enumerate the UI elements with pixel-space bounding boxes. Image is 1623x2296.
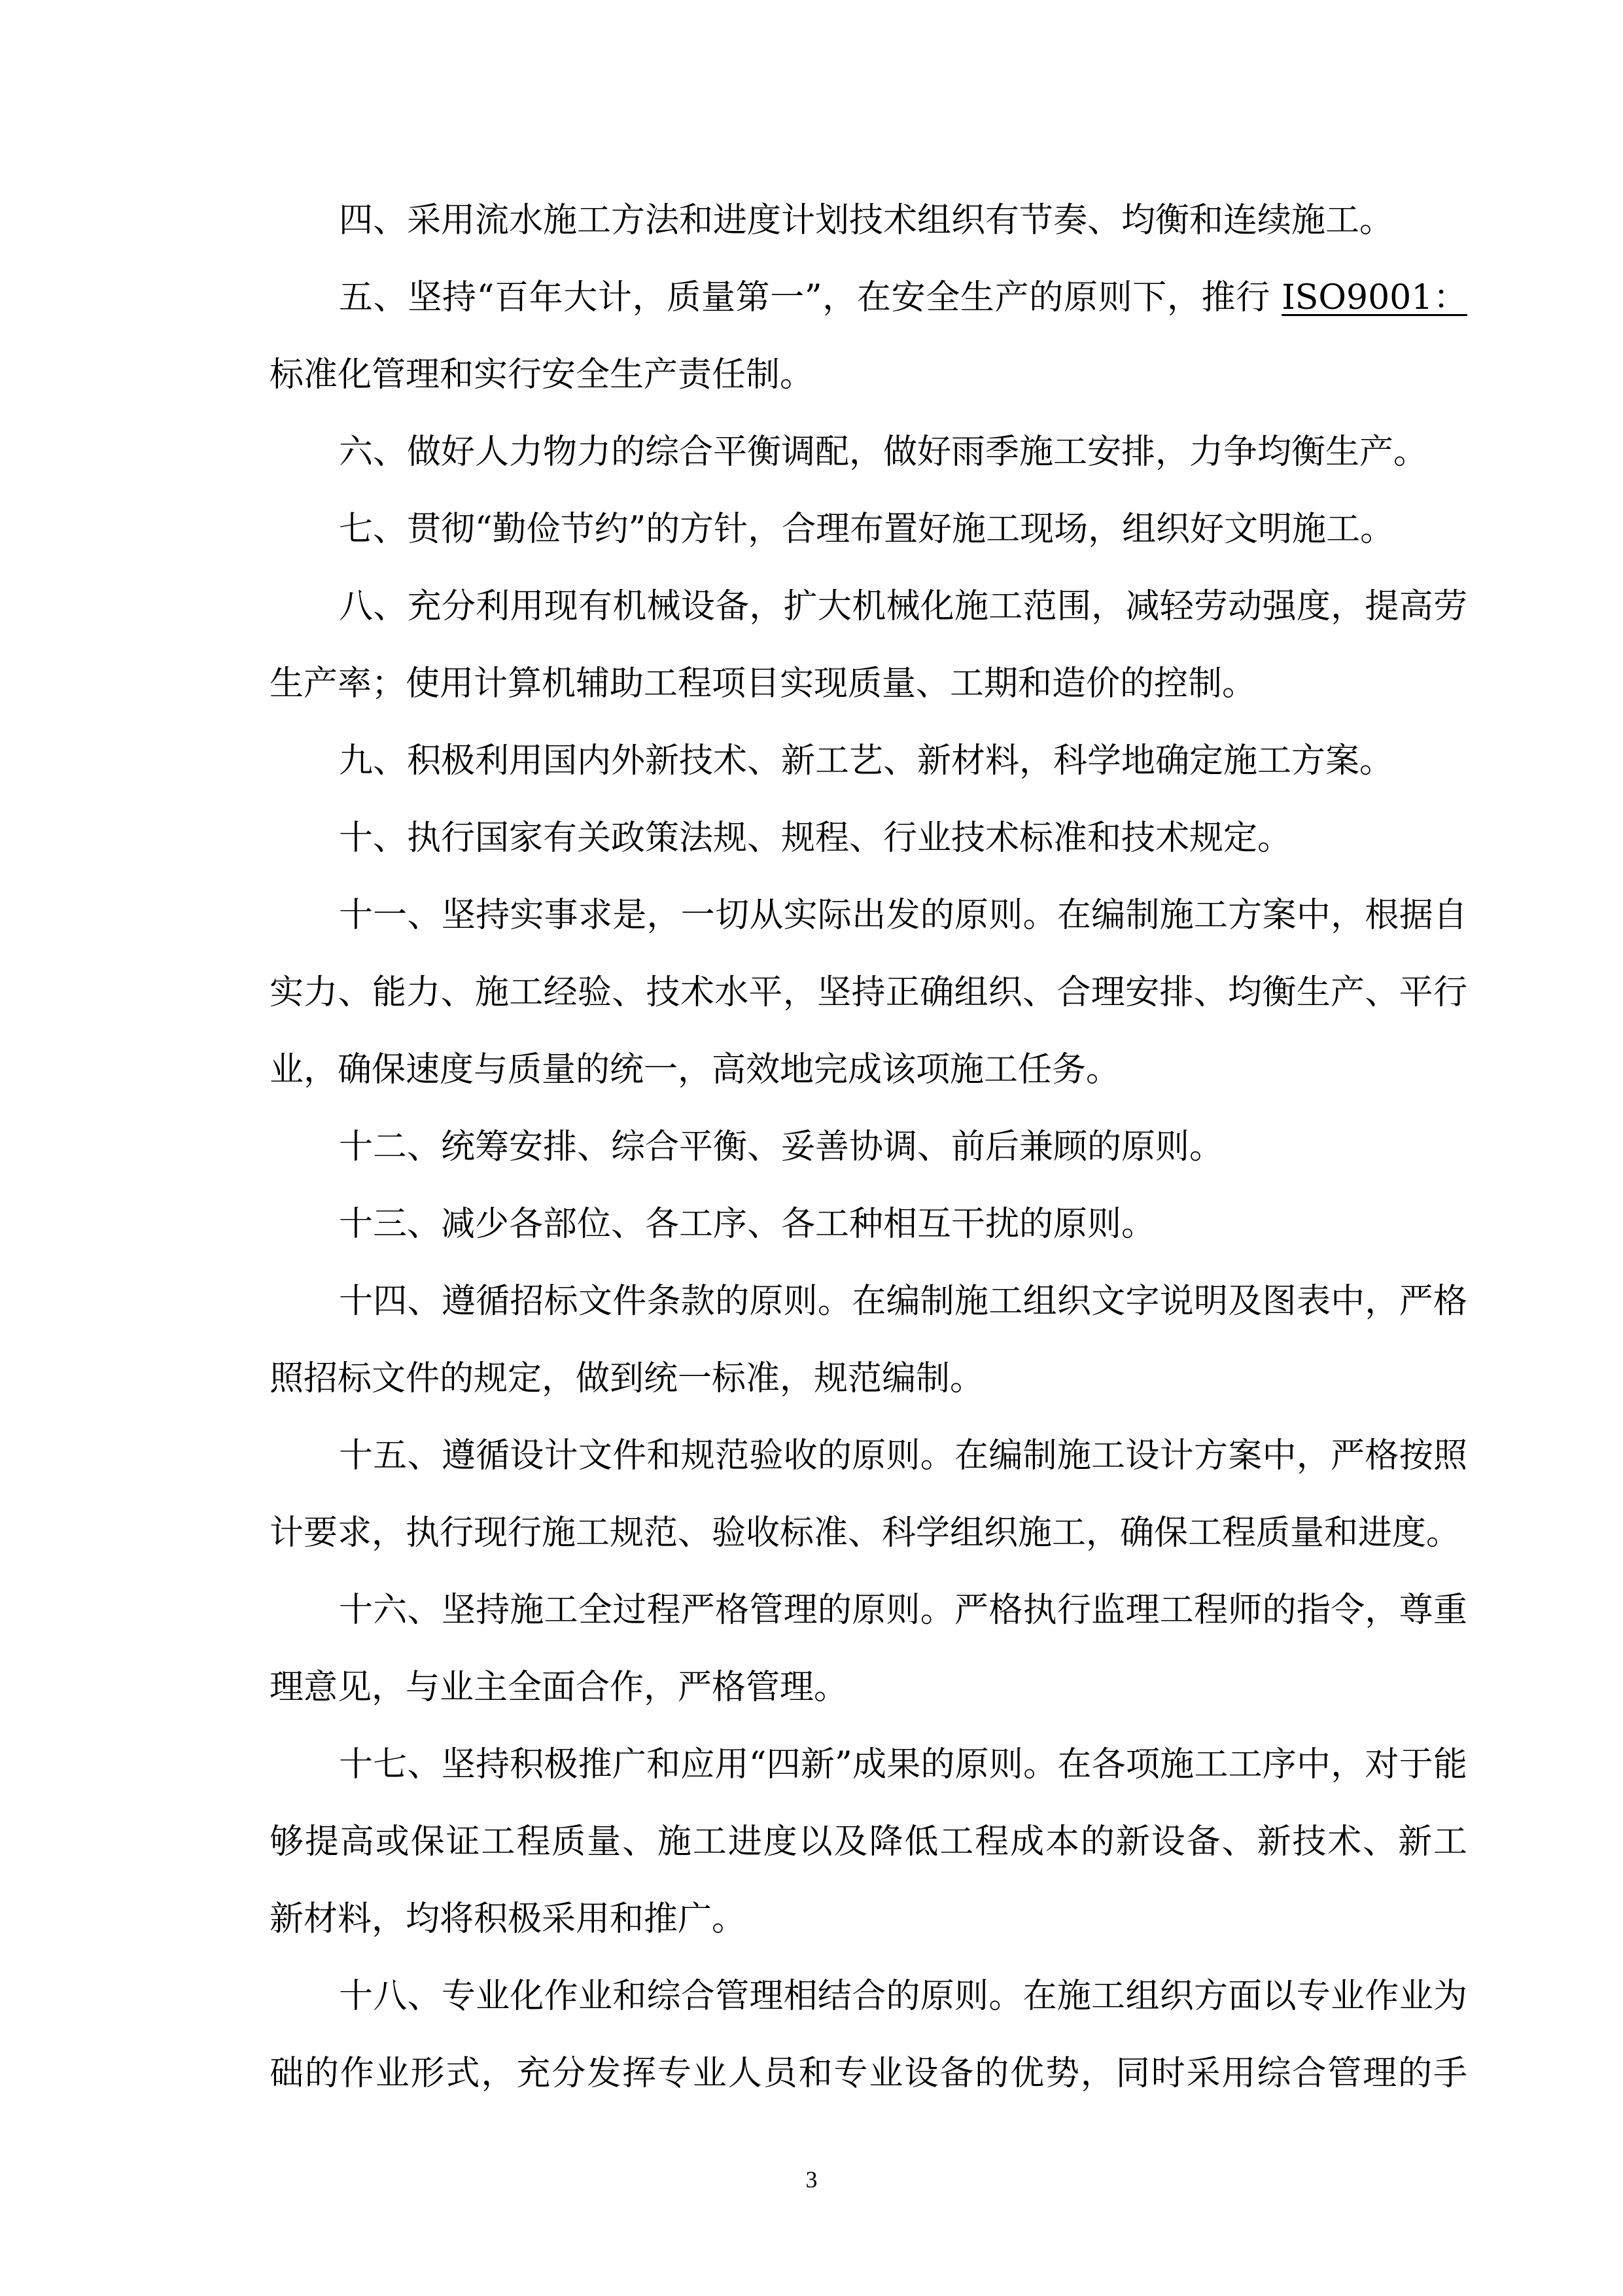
- underlined-standard-code: ISO9001：: [1282, 278, 1467, 317]
- line-text: 十三、减少各部位、各工序、各工种相互干扰的原则。: [339, 1205, 1156, 1244]
- text-line: [270, 414, 1467, 491]
- line-text: 够提高或保证工程质量、施工进度以及降低工程成本的新设备、新技术、新工: [270, 1822, 1467, 1862]
- text-line: [270, 1803, 1467, 1881]
- line-text: 五、坚持“百年大计，质量第一”，在安全生产的原则下，推行: [339, 278, 1282, 317]
- paragraph: [270, 1726, 1467, 1958]
- text-line: [270, 645, 1467, 722]
- line-text: 照招标文件的规定，做到统一标准，规范编制。: [270, 1359, 985, 1398]
- text-line: [270, 722, 1467, 800]
- line-text: 四、采用流水施工方法和进度计划技术组织有节奏、均衡和连续施工。: [339, 201, 1394, 240]
- text-line: [270, 336, 1467, 414]
- text-line: [270, 1186, 1467, 1263]
- paragraph: [270, 722, 1467, 800]
- text-line: [270, 1263, 1467, 1340]
- paragraph: [270, 1263, 1467, 1417]
- paragraph: [270, 1108, 1467, 1186]
- paragraph: [270, 1958, 1467, 2112]
- text-line: [270, 259, 1467, 336]
- text-line: [270, 1649, 1467, 1726]
- paragraph: [270, 491, 1467, 568]
- text-line: [270, 1881, 1467, 1958]
- text-line: [270, 1572, 1467, 1649]
- text-line: [270, 1340, 1467, 1417]
- text-line: [270, 182, 1467, 259]
- paragraph: [270, 414, 1467, 491]
- line-text: 实力、能力、施工经验、技术水平，坚持正确组织、合理安排、均衡生产、平行: [270, 973, 1467, 1012]
- line-text: 础的作业形式，充分发挥专业人员和专业设备的优势，同时采用综合管理的手: [270, 2054, 1467, 2093]
- text-line: [270, 491, 1467, 568]
- page-number: 3: [805, 2166, 818, 2193]
- paragraph: [270, 1186, 1467, 1263]
- line-text: 业，确保速度与质量的统一，高效地完成该项施工任务。: [270, 1050, 1121, 1089]
- line-text: 新材料，均将积极采用和推广。: [270, 1899, 746, 1939]
- paragraph: [270, 259, 1467, 414]
- line-text: 计要求，执行现行施工规范、验收标准、科学组织施工，确保工程质量和进度。: [270, 1513, 1461, 1553]
- text-line: [270, 1726, 1467, 1803]
- line-text: 标准化管理和实行安全生产责任制。: [270, 355, 814, 395]
- paragraph: [270, 182, 1467, 259]
- text-line: [270, 2035, 1467, 2112]
- line-text: 十二、统筹安排、综合平衡、妥善协调、前后兼顾的原则。: [339, 1127, 1224, 1167]
- text-line: [270, 1417, 1467, 1494]
- line-text: 十七、坚持积极推广和应用“四新”成果的原则。在各项施工工序中，对于能: [339, 1745, 1467, 1784]
- line-text: 八、充分利用现有机械设备，扩大机械化施工范围，减轻劳动强度，提高劳: [339, 587, 1467, 626]
- paragraph: [270, 1572, 1467, 1726]
- line-text: 十四、遵循招标文件条款的原则。在编制施工组织文字说明及图表中，严格: [339, 1282, 1467, 1321]
- line-text: 生产率；使用计算机辅助工程项目实现质量、工期和造价的控制。: [270, 664, 1257, 703]
- line-text: 十八、专业化作业和综合管理相结合的原则。在施工组织方面以专业作业为: [339, 1977, 1467, 2016]
- text-line: [270, 1108, 1467, 1186]
- line-text: 七、贯彻“勤俭节约”的方针，合理布置好施工现场，组织好文明施工。: [339, 510, 1395, 549]
- line-text: 十一、坚持实事求是，一切从实际出发的原则。在编制施工方案中，根据自: [339, 896, 1467, 935]
- text-line: [270, 1494, 1467, 1572]
- text-line: [270, 568, 1467, 645]
- paragraph: [270, 877, 1467, 1108]
- document-body: [270, 182, 1467, 2112]
- paragraph: [270, 568, 1467, 722]
- text-line: [270, 1958, 1467, 2035]
- text-line: [270, 1031, 1467, 1108]
- paragraph: [270, 800, 1467, 877]
- line-text: 理意见，与业主全面合作，严格管理。: [270, 1668, 848, 1707]
- text-line: [270, 954, 1467, 1031]
- line-text: 十五、遵循设计文件和规范验收的原则。在编制施工设计方案中，严格按照: [339, 1436, 1467, 1475]
- line-text: 九、积极利用国内外新技术、新工艺、新材料，科学地确定施工方案。: [339, 741, 1394, 781]
- line-text: 六、做好人力物力的综合平衡调配，做好雨季施工安排，力争均衡生产。: [339, 433, 1428, 472]
- text-line: [270, 800, 1467, 877]
- paragraph: [270, 1417, 1467, 1572]
- text-line: [270, 877, 1467, 954]
- line-text: 十、执行国家有关政策法规、规程、行业技术标准和技术规定。: [339, 819, 1292, 858]
- line-text: 十六、坚持施工全过程严格管理的原则。严格执行监理工程师的指令，尊重: [339, 1591, 1467, 1630]
